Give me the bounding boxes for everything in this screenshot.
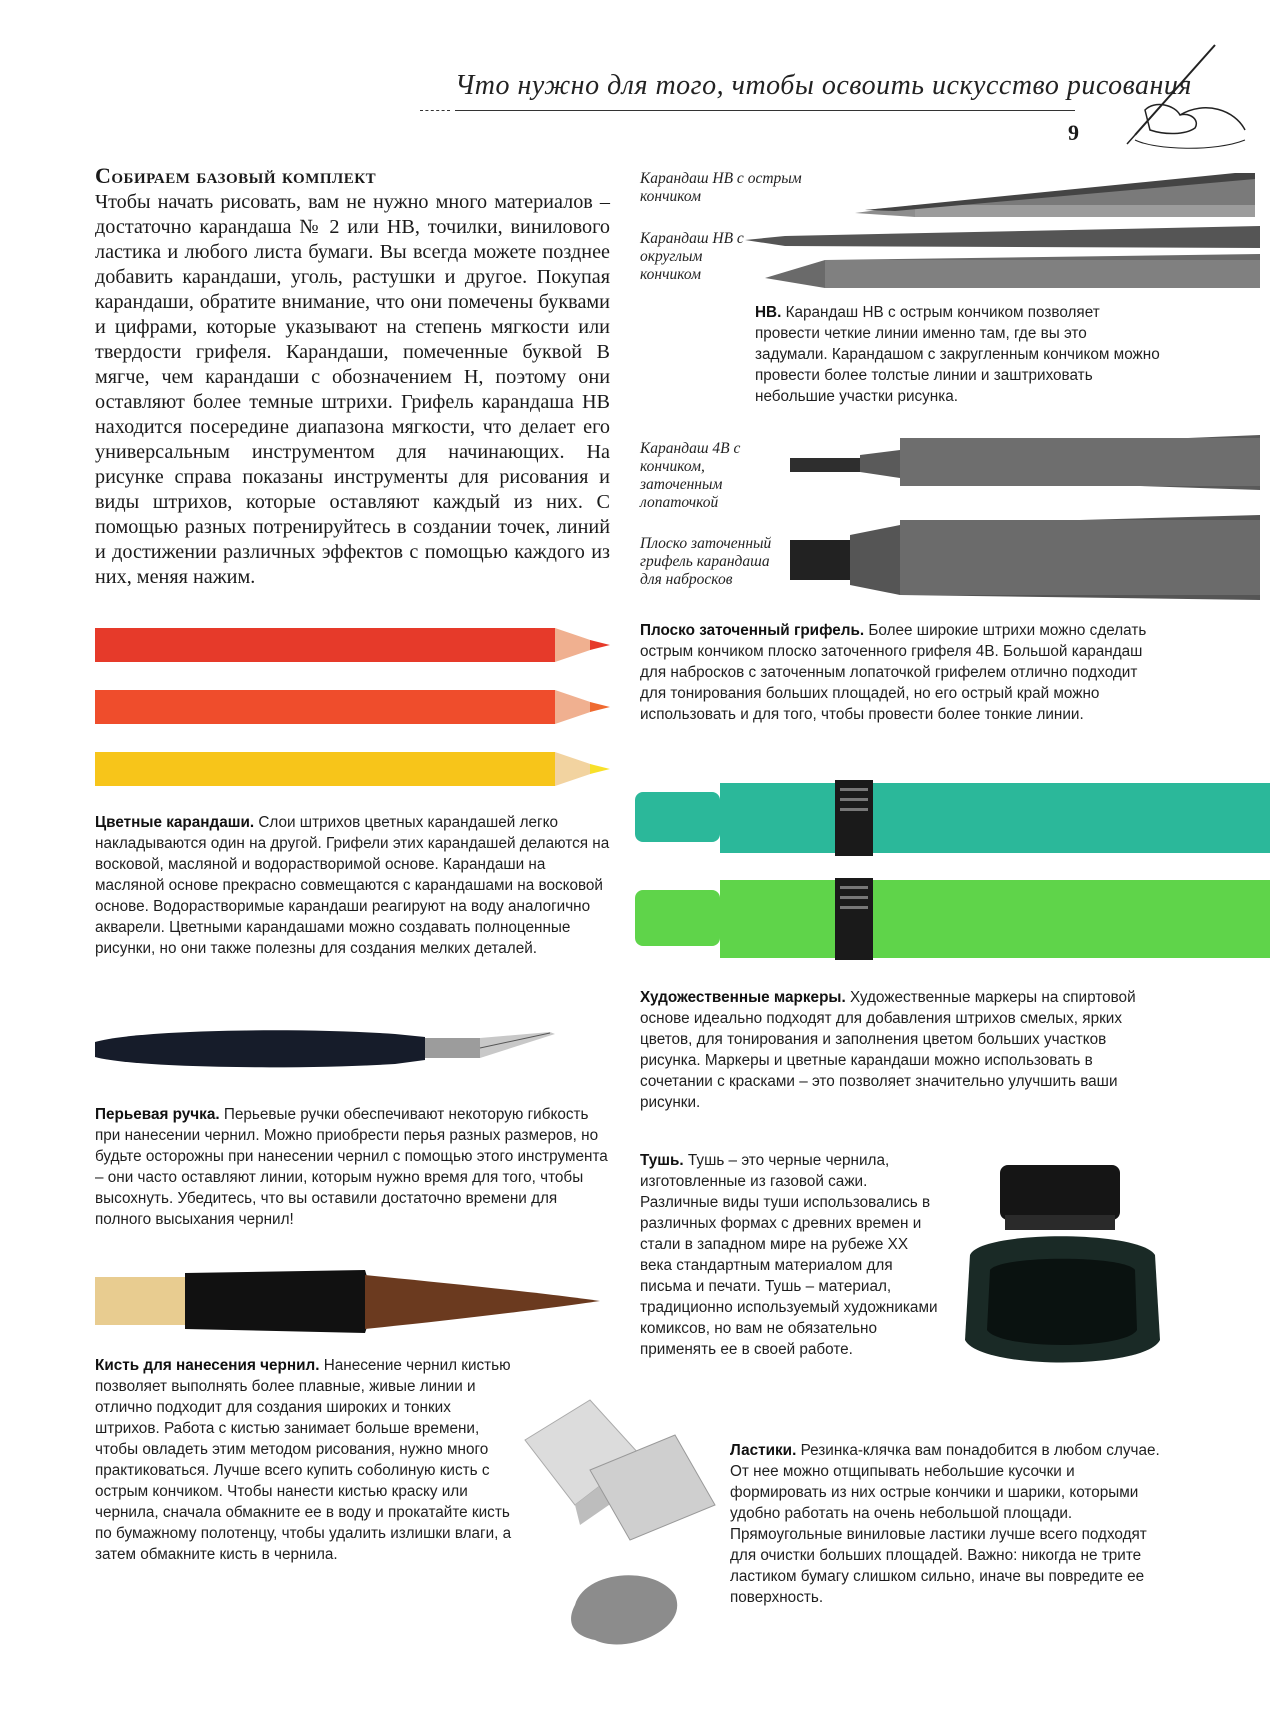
paragraph-colored-title: Цветные карандаши. <box>95 814 255 831</box>
paragraph-brush <box>95 1355 515 1565</box>
markers-image <box>635 778 1270 968</box>
paragraph-ink <box>640 1150 940 1360</box>
ink-brush-image <box>95 1265 605 1340</box>
caption-4b-chisel: Карандаш 4В с кончиком, заточенным лопаточкой <box>640 440 741 511</box>
paragraph-erasers <box>730 1440 1170 1608</box>
paragraph-ink-text: Тушь – это черные чернила, изготовленные из газовой сажи. Различные виды туши использовались в различных формах с древних времен и стали в западном мире на рубеже XX века стандартным материалом для письма и печати. Тушь – материал, традиционно используемый художниками комиксов, но вам не обязательно применять ее в своей работе. <box>640 1152 938 1358</box>
paragraph-flat <box>640 620 1165 725</box>
paragraph-brush-title: Кисть для нанесения чернил. <box>95 1357 320 1374</box>
caption-flat-lead: Плоско заточенный грифель карандаша для набросков <box>640 535 772 588</box>
paragraph-hb-title: НВ. <box>755 304 782 321</box>
paragraph-pen <box>95 1104 615 1230</box>
pencil-hb-round-image <box>745 218 1260 293</box>
paragraph-markers-text: Художественные маркеры на спиртовой основе идеально подходят для добавления штрихов смелых, ярких цветов, для тонирования и заполнения цветом больших участков рисунка. Маркеры и цветные карандаши можно использовать в сочетании с красками – это позволяет значительно улучшить ваши рисунки. <box>640 989 1136 1111</box>
intro-body: Чтобы начать рисовать, вам не нужно много материалов – достаточно карандаша № 2 или НВ, точилки, винилового ластика и любого листа бумаги. Вы всегда можете позднее добавить карандаши, уголь, растушки и другое. Покупая карандаши, обратите внимание, что они помечены буквами и цифрами, которые указывают на степень мягкости или твердости грифеля. Карандаши, помеченные буквой В мягче, чем карандаши с обозначением Н, поэтому они оставляют более темные штрихи. Грифель карандаша НВ находится посередине диапазона мягкости, что делает его универсальным инструментом для начинающих. На рисунке справа показаны инструменты для рисования и виды штрихов, которые оставляют каждый из них. С помощью разных потренируйтесь в создании точек, линий и достижении различных эффектов с помощью каждого из них, меняя нажим. <box>95 191 610 588</box>
paragraph-flat-title: Плоско заточенный грифель. <box>640 622 865 639</box>
paragraph-markers <box>640 987 1165 1113</box>
header-dash <box>420 110 450 111</box>
paragraph-erasers-title: Ластики. <box>730 1442 797 1459</box>
paragraph-flat-text: Более широкие штрихи можно сделать острым кончиком плоско заточенного грифеля 4В. Большой карандаш для набросков с заточенным лопаточкой грифелем отлично подходит для тонирования больших площадей, но его острый край можно использовать и для того, чтобы провести более тонкие линии. <box>640 622 1147 723</box>
ink-bottle-image <box>955 1160 1170 1375</box>
paragraph-brush-text: Нанесение чернил кистью позволяет выполнять более плавные, живые линии и отлично подходит для создания широких и тонких штрихов. Работа с кистью занимает больше времени, чтобы овладеть этим методом рисования, нужно много практиковаться. Лучше всего купить соболиную кисть с острым кончиком. Чтобы нанести кистью краску или чернила, сначала обмакните ее в воду и прокатайте кисть по бумажному полотенцу, чтобы удалить излишки влаги, а затем обмакните кисть в чернила. <box>95 1357 512 1563</box>
paragraph-erasers-text: Резинка-клячка вам понадобится в любом случае. От нее можно отщипывать небольшие кусочки и формировать из них острые кончики и шарики, которыми удобно работать на очень небольшой площади. Прямоугольные виниловые ластики лучше всего подходят для очистки больших площадей. Важно: никогда не трите ластиком бумагу слишком сильно, иначе вы повредите ее поверхность. <box>730 1442 1160 1606</box>
paragraph-hb-text: Карандаш НВ с острым кончиком позволяет провести четкие линии именно там, где вы это задумали. Карандашом с закругленным кончиком можно провести более толстые линии и заштриховать небольшие участки рисунка. <box>755 304 1160 405</box>
pencil-4b-image <box>790 430 1260 495</box>
pencil-hb-sharp-image <box>855 165 1260 220</box>
paragraph-colored <box>95 812 615 959</box>
paragraph-ink-title: Тушь. <box>640 1152 684 1169</box>
header-rule <box>455 110 1075 111</box>
page-number: 9 <box>1068 120 1079 145</box>
paragraph-pen-title: Перьевая ручка. <box>95 1106 220 1123</box>
paragraph-pen-text: Перьевые ручки обеспечивают некоторую гибкость при нанесении чернил. Можно приобрести перья разных размеров, но будьте осторожны при нанесении чернил с помощью этого инструмента – они часто оставляют линии, которым нужно время для того, чтобы высохнуть. Убедитесь, что вы оставили достаточно времени для полного высыхания чернил! <box>95 1106 608 1228</box>
dip-pen-image <box>95 1012 555 1082</box>
hand-drawing-icon <box>1095 40 1255 150</box>
colored-pencils-image <box>95 618 615 788</box>
paragraph-markers-title: Художественные маркеры. <box>640 989 846 1006</box>
erasers-image <box>515 1395 725 1665</box>
paragraph-colored-text: Слои штрихов цветных карандашей легко накладываются один на другой. Грифели этих карандашей делаются на восковой, масляной и водорастворимой основе. Карандаши на масляной основе прекрасно совмещаются с карандашами на восковой основе. Водорастворимые карандаши реагируют на воду аналогично акварели. Цветными карандашами можно создавать полноценные рисунки, но они также полезны для создания мелких деталей. <box>95 814 610 957</box>
intro-heading: Собираем базовый комплект <box>95 163 377 188</box>
header-title: Что нужно для того, чтобы освоить искусство рисования <box>455 70 1192 101</box>
pencil-flat-image <box>790 515 1260 600</box>
paragraph-hb <box>755 302 1160 407</box>
caption-hb-round: Карандаш НВ с округлым кончиком <box>640 230 744 283</box>
caption-hb-sharp: Карандаш НВ с острым кончиком <box>640 170 802 205</box>
